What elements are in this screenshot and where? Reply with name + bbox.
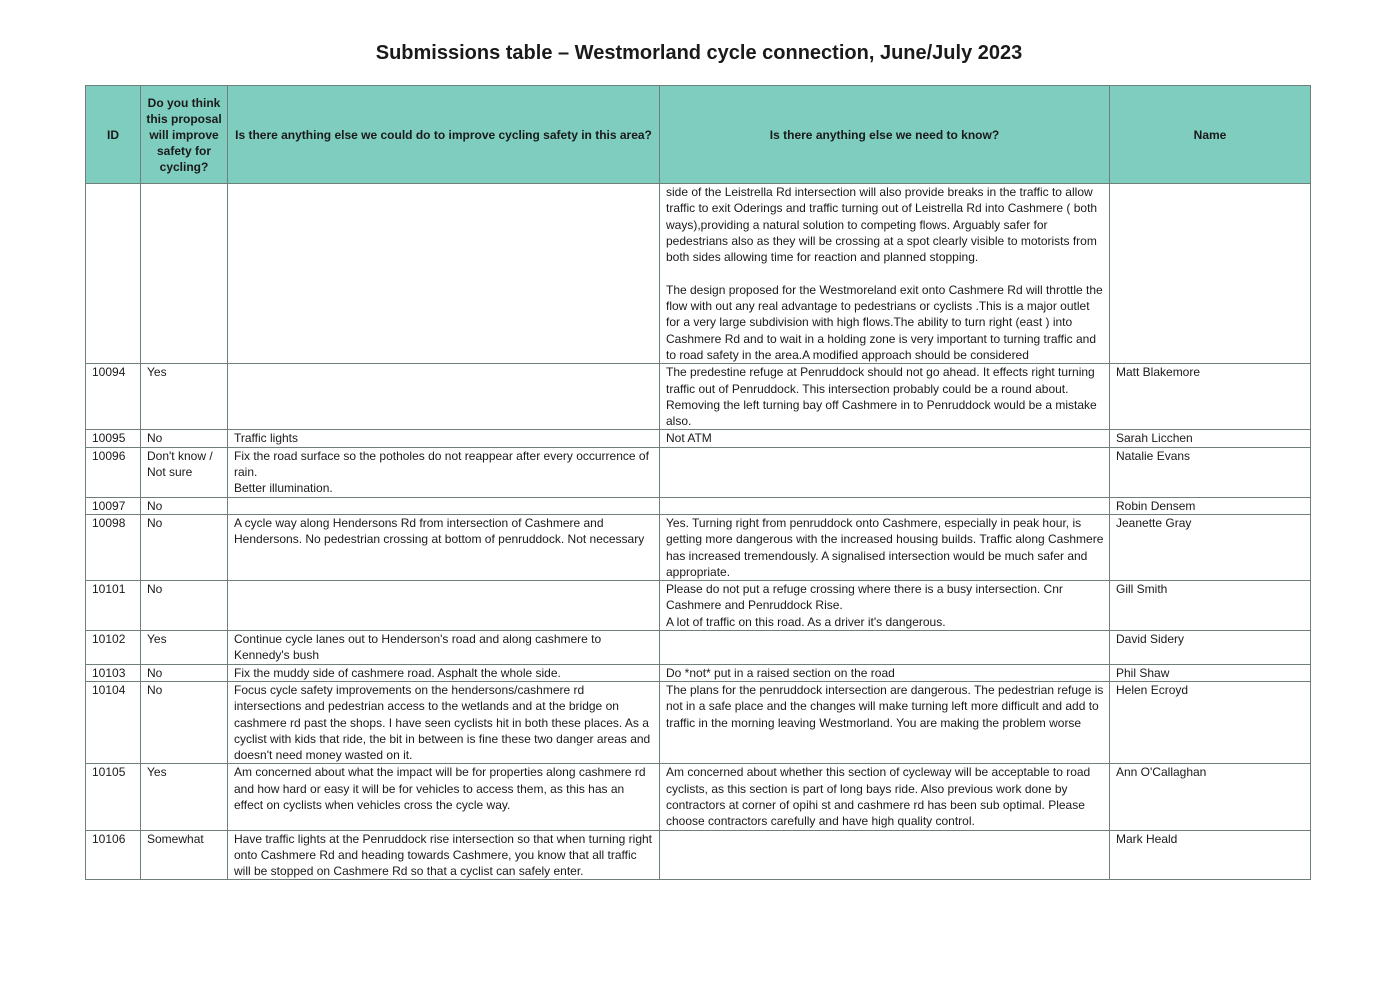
cell-safety: No: [141, 681, 228, 763]
cell-safety: No: [141, 514, 228, 580]
header-improve: Is there anything else we could do to improve cycling safety in this area?: [228, 86, 660, 184]
cell-id: [86, 184, 141, 364]
cell-know: Yes. Turning right from penruddock onto Cashmere, especially in peak hour, is getting more dangerous with the increased housing builds. Traffic along Cashmere has increased tremendously. A signalised intersection would be much safer and appropriate.: [660, 514, 1110, 580]
cell-improve: Fix the muddy side of cashmere road. Asphalt the whole side.: [228, 664, 660, 681]
table-row: [86, 364, 1311, 430]
cell-safety: Yes: [141, 364, 228, 430]
cell-name: Natalie Evans: [1110, 447, 1311, 497]
table-row: [86, 664, 1311, 681]
cell-safety: Yes: [141, 631, 228, 665]
table-row: [86, 581, 1311, 631]
table-row: [86, 681, 1311, 763]
cell-know: Am concerned about whether this section of cycleway will be acceptable to road cyclists, as this section is part of long bays ride. Also previous work done by contractors at corner of opihi st and cashmere rd has been sub optimal. Please choose contractors carefully and have high quality control.: [660, 764, 1110, 830]
cell-id: 10102: [86, 631, 141, 665]
cell-name: Sarah Licchen: [1110, 430, 1311, 447]
cell-name: Matt Blakemore: [1110, 364, 1311, 430]
cell-id: 10095: [86, 430, 141, 447]
cell-name: Gill Smith: [1110, 581, 1311, 631]
table-row: [86, 430, 1311, 447]
table-row: [86, 830, 1311, 880]
cell-safety: No: [141, 497, 228, 514]
cell-id: 10106: [86, 830, 141, 880]
cell-know: Please do not put a refuge crossing where there is a busy intersection. Cnr Cashmere and Penruddock Rise. A lot of traffic on this road. As a driver it's dangerous.: [660, 581, 1110, 631]
cell-name: Jeanette Gray: [1110, 514, 1311, 580]
cell-id: 10094: [86, 364, 141, 430]
cell-safety: No: [141, 581, 228, 631]
cell-name: David Sidery: [1110, 631, 1311, 665]
submissions-table: [85, 85, 1311, 880]
cell-improve: [228, 184, 660, 364]
cell-id: 10097: [86, 497, 141, 514]
cell-know: Do *not* put in a raised section on the road: [660, 664, 1110, 681]
cell-id: 10101: [86, 581, 141, 631]
cell-id: 10098: [86, 514, 141, 580]
cell-improve: [228, 364, 660, 430]
header-safety: Do you think this proposal will improve safety for cycling?: [141, 86, 228, 184]
cell-name: Mark Heald: [1110, 830, 1311, 880]
cell-improve: Fix the road surface so the potholes do not reappear after every occurrence of rain. Better illumination.: [228, 447, 660, 497]
cell-improve: Focus cycle safety improvements on the hendersons/cashmere rd intersections and pedestrian access to the wetlands and at the bridge on cashmere rd past the shops. I have seen cyclists hit in both these places. As a cyclist with kids that ride, the bit in between is fine these two danger areas and doesn't need money wasted on it.: [228, 681, 660, 763]
cell-name: [1110, 184, 1311, 364]
cell-know: [660, 447, 1110, 497]
cell-know: [660, 497, 1110, 514]
cell-safety: Don't know / Not sure: [141, 447, 228, 497]
cell-know: [660, 631, 1110, 665]
cell-improve: Am concerned about what the impact will be for properties along cashmere rd and how hard or easy it will be for vehicles to access them, as this has an effect on cyclists when vehicles cross the cycle way.: [228, 764, 660, 830]
cell-improve: Traffic lights: [228, 430, 660, 447]
cell-id: 10096: [86, 447, 141, 497]
header-name: Name: [1110, 86, 1311, 184]
cell-id: 10105: [86, 764, 141, 830]
page-title: Submissions table – Westmorland cycle connection, June/July 2023: [375, 42, 1023, 64]
cell-know: The predestine refuge at Penruddock should not go ahead. It effects right turning traffic out of Penruddock. This intersection probably could be a round about. Removing the left turning bay off Cashmere in to Penruddock would be a mistake also.: [660, 364, 1110, 430]
cell-id: 10104: [86, 681, 141, 763]
cell-improve: Continue cycle lanes out to Henderson's road and along cashmere to Kennedy's bush: [228, 631, 660, 665]
table-row-continuation: [86, 184, 1311, 364]
table-row: [86, 497, 1311, 514]
cell-name: Ann O'Callaghan: [1110, 764, 1311, 830]
header-know: Is there anything else we need to know?: [660, 86, 1110, 184]
cell-know: Not ATM: [660, 430, 1110, 447]
table-row: [86, 764, 1311, 830]
table-row: [86, 631, 1311, 665]
cell-id: 10103: [86, 664, 141, 681]
cell-improve: Have traffic lights at the Penruddock rise intersection so that when turning right onto Cashmere Rd and heading towards Cashmere, you know that all traffic will be stopped on Cashmere Rd so that a cyclist can safely enter.: [228, 830, 660, 880]
table-header-row: [86, 86, 1311, 184]
cell-safety: No: [141, 430, 228, 447]
table-row: [86, 447, 1311, 497]
cell-improve: A cycle way along Hendersons Rd from intersection of Cashmere and Hendersons. No pedestrian crossing at bottom of penruddock. Not necessary: [228, 514, 660, 580]
cell-improve: [228, 497, 660, 514]
cell-know: side of the Leistrella Rd intersection will also provide breaks in the traffic to allow traffic to exit Oderings and traffic turning out of Leistrella Rd into Cashmere ( both ways),providing a natural solution to competing flows. Arguably safer for pedestrians also as they will be crossing at a spot clearly visible to motorists from both sides allowing time for reaction and planned stopping. The design proposed for the Westmoreland exit onto Cashmere Rd will throttle the flow with out any real advantage to pedestrians or cyclists .This is a major outlet for a very large subdivision with high flows.The ability to turn right (east ) into Cashmere Rd and to wait in a holding zone is very important to turning traffic and to road safety in the area.A modified approach should be considered: [660, 184, 1110, 364]
cell-name: Phil Shaw: [1110, 664, 1311, 681]
cell-improve: [228, 581, 660, 631]
cell-safety: Yes: [141, 764, 228, 830]
cell-name: Robin Densem: [1110, 497, 1311, 514]
cell-safety: Somewhat: [141, 830, 228, 880]
cell-safety: No: [141, 664, 228, 681]
header-id: ID: [86, 86, 141, 184]
cell-know: [660, 830, 1110, 880]
cell-safety: [141, 184, 228, 364]
cell-name: Helen Ecroyd: [1110, 681, 1311, 763]
table-row: [86, 514, 1311, 580]
cell-know: The plans for the penruddock intersection are dangerous. The pedestrian refuge is not in a safe place and the changes will make turning left more difficult and add to traffic in the morning leaving Westmorland. You are making the problem worse: [660, 681, 1110, 763]
